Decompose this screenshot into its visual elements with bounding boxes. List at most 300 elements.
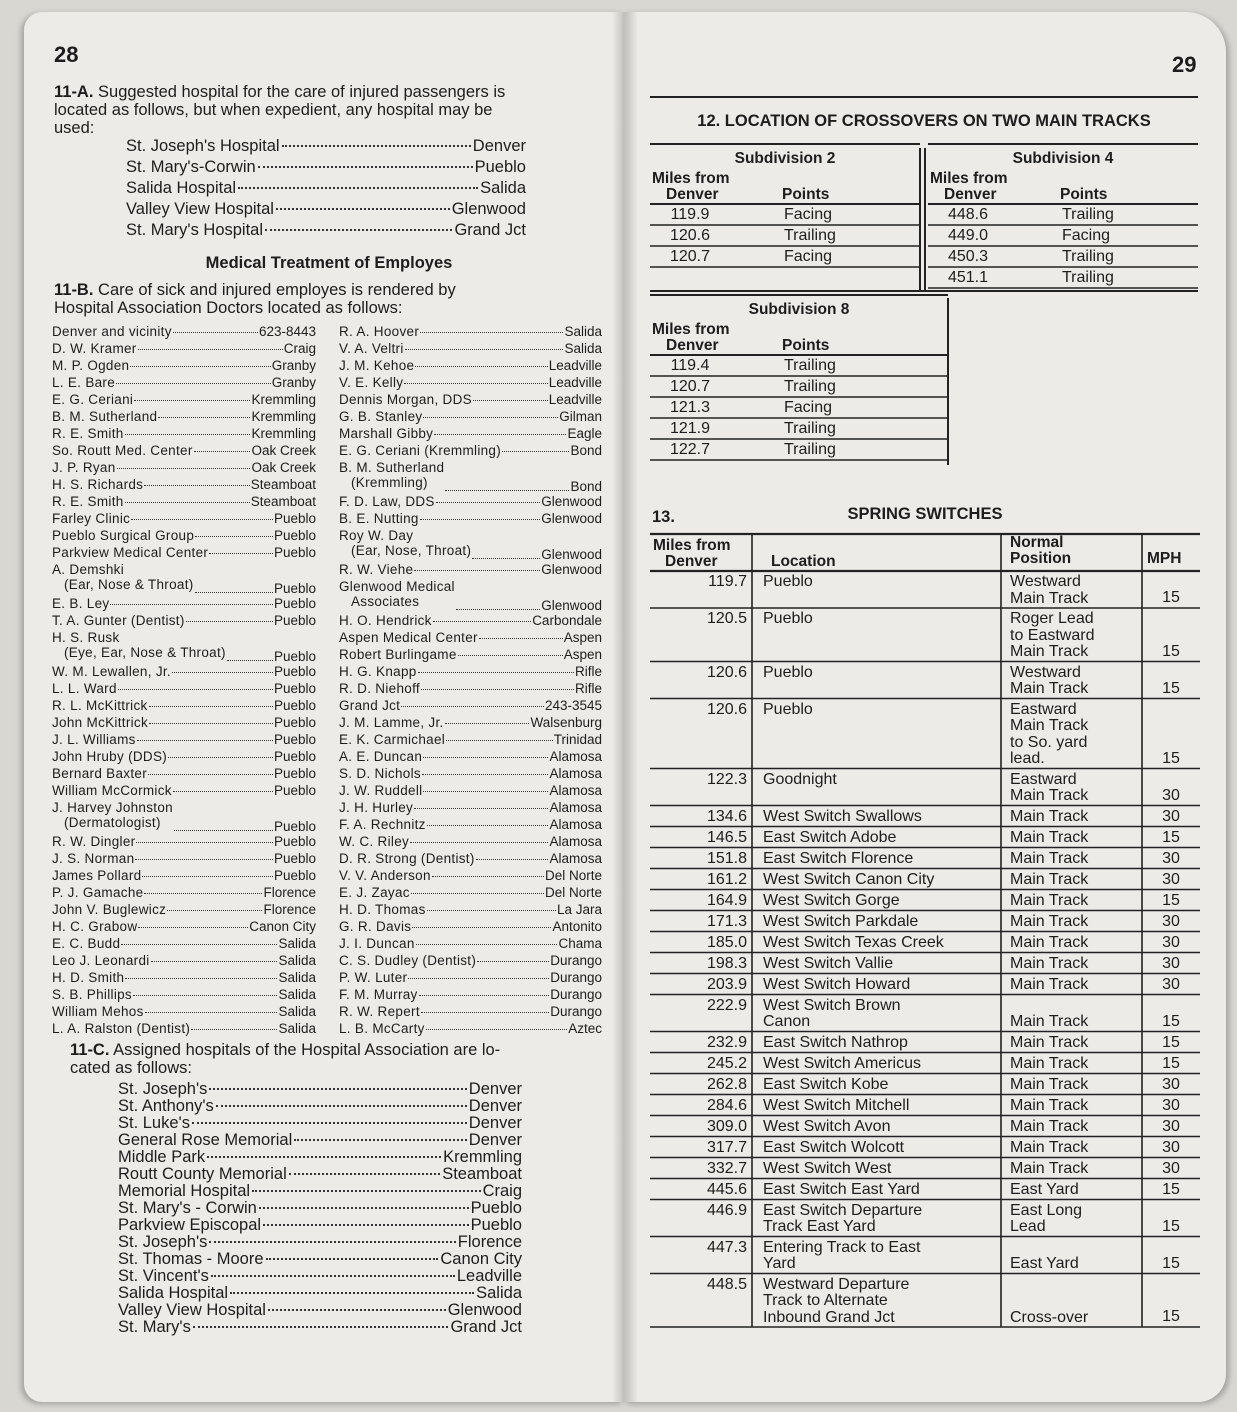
hospital-name: Salida Hospital — [118, 1284, 229, 1302]
doctor-name-text: James Pollard — [52, 868, 142, 883]
crossover-miles: 122.7 — [669, 441, 711, 458]
switch-mph: 30 — [1162, 1117, 1180, 1135]
doctor-specialty: (Ear, Nose & Throat) — [64, 577, 194, 592]
section-11a-line2: located as follows, but when expedient, any hospital may be — [54, 101, 493, 119]
doctor-name-text: Leo J. Leonardi — [52, 953, 150, 968]
doctor-city: Pueblo — [273, 528, 316, 543]
hospital-name: St. Luke's — [118, 1114, 190, 1132]
hospital-name: St. Mary's - Corwin — [118, 1199, 257, 1217]
doctor-city: Rifle — [574, 664, 602, 679]
switch-miles: 198.3 — [706, 954, 747, 972]
switch-normal-position: Main Track — [1010, 1159, 1089, 1177]
switch-normal-position: Westward — [1010, 573, 1081, 590]
doctor-city: Pueblo — [273, 511, 316, 526]
doctor-name-text: D. R. Strong (Dentist) — [339, 851, 475, 866]
switch-normal-position: Main Track — [1010, 870, 1089, 888]
switch-location: West Switch Vallie — [763, 954, 894, 972]
doctor-city: Trinidad — [553, 732, 602, 747]
doctor-city: Alamosa — [549, 834, 602, 849]
doctor-name-text: S. B. Phillips — [52, 987, 132, 1002]
switch-mph: 30 — [1162, 1075, 1180, 1093]
switch-normal-position: lead. — [1010, 750, 1045, 767]
switch-location: Pueblo — [763, 610, 813, 627]
hospital-city: Denver — [472, 137, 526, 155]
doctor-name-text: E. J. Zayac — [339, 885, 410, 900]
switch-miles: 119.7 — [708, 573, 747, 590]
switch-location: West Switch Swallows — [763, 807, 922, 825]
switch-normal-position: Main Track — [1010, 787, 1089, 804]
doctor-name-text: Marshall Gibby — [339, 426, 434, 441]
switch-miles: 317.7 — [706, 1138, 747, 1156]
hospital-name: St. Mary's Hospital — [126, 221, 264, 239]
switch-mph: 30 — [1162, 1159, 1180, 1177]
doctor-name-text: E. G. Ceriani — [52, 392, 134, 407]
doctor-city: 243-3545 — [544, 698, 602, 713]
col-header-points: Points — [782, 337, 830, 354]
doctor-city: Durango — [550, 953, 602, 968]
hospital-name: St. Mary's-Corwin — [126, 158, 256, 176]
switch-miles: 120.5 — [706, 610, 747, 627]
switch-mph: 15 — [1162, 589, 1180, 606]
doctor-name-text: L. L. Ward — [52, 681, 117, 696]
col-header-miles: Denver — [944, 186, 997, 203]
col-header-points: Points — [1060, 186, 1108, 203]
switch-miles: 232.9 — [706, 1033, 747, 1051]
switch-mph: 15 — [1162, 828, 1180, 846]
doctor-city: Leadville — [548, 358, 602, 373]
switch-mph: 15 — [1162, 679, 1180, 697]
doctor-name-text: J. W. Ruddell — [339, 783, 423, 798]
doctor-name-text: J. M. Kehoe — [339, 358, 415, 373]
section-11b-label: 11-B. — [54, 281, 94, 299]
doctor-city: Pueblo — [273, 783, 316, 798]
hospital-name: St. Vincent's — [118, 1267, 209, 1285]
switch-miles: 309.0 — [706, 1117, 747, 1135]
doctor-name-text: F. M. Murray — [339, 987, 418, 1002]
switch-normal-position: Cross-over — [1010, 1308, 1089, 1326]
doctor-name-text: V. E. Kelly — [339, 375, 404, 390]
doctor-name-text: Dennis Morgan, DDS — [339, 392, 472, 407]
switch-miles: 171.3 — [706, 912, 747, 930]
doctor-city: Pueblo — [273, 766, 316, 781]
doctor-name-text: R. W. Dingler — [52, 834, 136, 849]
doctor-name-text: E. G. Ceriani (Kremmling) — [339, 443, 502, 458]
doctor-city: Leadville — [548, 375, 602, 390]
switch-location: Track East Yard — [763, 1218, 876, 1235]
crossover-points: Trailing — [784, 378, 836, 395]
hospital-city: Denver — [468, 1080, 522, 1098]
doctor-name-text: Grand Jct — [339, 698, 401, 713]
doctor-city: Pueblo — [273, 545, 316, 560]
doctor-name-text: V. V. Anderson — [339, 868, 431, 883]
hospital-name: Salida Hospital — [126, 179, 237, 197]
switch-normal-position: Main Track — [1010, 1013, 1089, 1030]
doctor-city: Kremmling — [251, 392, 316, 407]
switch-location: East Switch Wolcott — [763, 1138, 905, 1156]
switch-location: East Switch Kobe — [763, 1075, 889, 1093]
col-header-miles: Denver — [666, 337, 719, 354]
doctor-city: Glenwood — [541, 511, 602, 526]
switch-normal-position: Eastward — [1010, 700, 1077, 718]
switch-miles: 445.6 — [706, 1180, 747, 1198]
doctor-name-text: E. B. Ley — [52, 596, 110, 611]
switch-mph: 15 — [1162, 749, 1180, 767]
switch-normal-position: Main Track — [1010, 1054, 1089, 1072]
doctor-name-text: G. B. Stanley — [339, 409, 423, 424]
switch-normal-position: Main Track — [1010, 643, 1089, 660]
switch-miles: 245.2 — [706, 1054, 747, 1072]
crossover-points: Facing — [784, 206, 833, 223]
hospital-city: Canon City — [440, 1250, 522, 1268]
hospital-city: Pueblo — [470, 1216, 522, 1234]
switch-location: Pueblo — [763, 663, 813, 681]
doctor-name-text: Pueblo Surgical Group — [52, 528, 195, 543]
hospital-name: Valley View Hospital — [118, 1301, 266, 1319]
switch-mph: 30 — [1162, 933, 1180, 951]
switch-normal-position: Main Track — [1010, 1096, 1089, 1114]
switch-location: West Switch Canon City — [763, 870, 935, 888]
doctor-city: Durango — [550, 1004, 602, 1019]
switch-location: Inbound Grand Jct — [763, 1308, 895, 1326]
doctor-city: Leadville — [548, 392, 602, 407]
doctor-name-text: G. R. Davis — [339, 919, 412, 934]
doctor-city: Pueblo — [273, 649, 316, 664]
switch-location: West Switch Mitchell — [763, 1096, 910, 1114]
doctor-name-text: R. L. McKittrick — [52, 698, 148, 713]
col-header-miles: Miles from — [930, 170, 1008, 187]
doctor-name-text: L. A. Ralston (Dentist) — [52, 1021, 191, 1036]
doctor-name-text: R. W. Repert — [339, 1004, 420, 1019]
doctor-city: Pueblo — [273, 613, 316, 628]
switch-location: East Switch Florence — [763, 849, 914, 867]
switch-location: West Switch Avon — [763, 1117, 891, 1135]
hospital-name: St. Joseph's — [118, 1080, 208, 1098]
crossover-points: Trailing — [784, 227, 836, 244]
doctor-city: Pueblo — [273, 732, 316, 747]
hospital-name: St. Joseph's Hospital — [126, 137, 280, 155]
doctor-name-text: J. P. Ryan — [52, 460, 116, 475]
switch-miles: 332.7 — [706, 1159, 747, 1177]
doctor-name-text: Aspen Medical Center — [339, 630, 478, 645]
doctor-city: Kremmling — [251, 426, 316, 441]
doctor-name-text: A. E. Duncan — [339, 749, 423, 764]
switch-location: Goodnight — [763, 770, 837, 788]
doctor-city: Alamosa — [549, 783, 602, 798]
crossover-miles: 120.7 — [669, 378, 711, 395]
doctor-name-text: Farley Clinic — [52, 511, 131, 526]
switch-normal-position: Main Track — [1010, 1117, 1089, 1135]
doctor-city: Eagle — [567, 426, 602, 441]
hospital-name: St. Joseph's — [118, 1233, 208, 1251]
doctor-city: Florence — [263, 902, 316, 917]
switch-miles: 120.6 — [706, 663, 747, 681]
doctor-name-text: Roy W. Day — [339, 528, 414, 543]
doctor-name-text: J. L. Williams — [52, 732, 136, 747]
hospital-name: Valley View Hospital — [126, 200, 274, 218]
hospital-name: Parkview Episcopal — [118, 1216, 262, 1234]
switch-normal-position: Main Track — [1010, 912, 1089, 930]
doctor-name-text: B. M. Sutherland — [52, 409, 158, 424]
doctor-city: Pueblo — [273, 868, 316, 883]
doctor-city: Steamboat — [250, 477, 316, 492]
switch-location: Entering Track to East — [763, 1238, 921, 1256]
switch-mph: 15 — [1162, 1217, 1180, 1235]
hospital-name: St. Anthony's — [118, 1097, 214, 1115]
hospital-city: Pueblo — [470, 1199, 522, 1217]
doctor-city: Aspen — [563, 647, 602, 662]
doctor-city: Alamosa — [549, 749, 602, 764]
section-11b-line2: Hospital Association Doctors located as follows: — [54, 299, 403, 317]
switch-location: Yard — [763, 1255, 796, 1272]
crossover-miles: 449.0 — [947, 227, 989, 244]
doctor-city: Salida — [278, 936, 316, 951]
doctor-name-text: C. S. Dudley (Dentist) — [339, 953, 477, 968]
doctor-name-text: W. C. Riley — [339, 834, 410, 849]
switch-location: East Switch Departure — [763, 1201, 923, 1219]
col-header-miles: Miles from — [652, 170, 730, 187]
switch-mph: 15 — [1162, 642, 1180, 660]
switch-mph: 30 — [1162, 954, 1180, 972]
crossover-miles: 121.3 — [669, 399, 711, 416]
page-number-left: 28 — [54, 42, 79, 67]
crossover-miles: 119.4 — [670, 357, 710, 374]
doctor-city: Rifle — [574, 681, 602, 696]
col-header-location: Location — [771, 553, 836, 570]
switch-normal-position: Main Track — [1010, 807, 1089, 825]
switch-mph: 30 — [1162, 807, 1180, 825]
switch-mph: 15 — [1162, 1054, 1180, 1072]
doctor-name-text: Denver and vicinity — [52, 324, 172, 339]
hospital-city: Denver — [468, 1097, 522, 1115]
doctor-city: Canon City — [249, 919, 316, 934]
switch-location: Canon — [763, 1013, 811, 1030]
doctor-city: Pueblo — [273, 681, 316, 696]
doctor-name-text: L. B. McCarty — [339, 1021, 425, 1036]
doctor-name-text: J. M. Lamme, Jr. — [339, 715, 444, 730]
doctor-name-text: H. S. Richards — [52, 477, 144, 492]
doctor-name-text: E. K. Carmichael — [339, 732, 446, 747]
doctor-name-text: A. Demshki — [52, 562, 125, 577]
doctor-name-text: W. M. Lewallen, Jr. — [52, 664, 171, 679]
hospital-name: General Rose Memorial — [118, 1131, 293, 1149]
section-11c-label: 11-C. — [70, 1041, 110, 1059]
col-header-position: Position — [1010, 550, 1072, 567]
doctor-city: Craig — [283, 341, 316, 356]
switch-miles: 120.6 — [706, 700, 747, 718]
switch-miles: 164.9 — [706, 891, 747, 909]
switch-miles: 151.8 — [706, 849, 747, 867]
hospital-name: Routt County Memorial — [118, 1165, 287, 1183]
doctor-name-text: R. E. Smith — [52, 494, 124, 509]
doctor-city: Granby — [271, 375, 316, 390]
doctor-city: Salida — [278, 1004, 316, 1019]
hospital-name: Memorial Hospital — [118, 1182, 251, 1200]
doctor-name-text: John Hruby (DDS) — [52, 749, 168, 764]
switch-location: Pueblo — [763, 573, 813, 590]
switch-normal-position: Main Track — [1010, 1138, 1089, 1156]
doctor-city: Steamboat — [250, 494, 316, 509]
switch-normal-position: Main Track — [1010, 1075, 1089, 1093]
switch-location: East Switch Nathrop — [763, 1033, 908, 1051]
hospital-city: Craig — [482, 1182, 522, 1200]
hospital-city: Denver — [468, 1114, 522, 1132]
switch-miles: 446.9 — [706, 1201, 747, 1219]
switch-miles: 203.9 — [706, 975, 747, 993]
doctor-name-text: S. D. Nichols — [339, 766, 421, 781]
switch-normal-position: Main Track — [1010, 933, 1089, 951]
doctor-city: Salida — [278, 987, 316, 1002]
switch-normal-position: Main Track — [1010, 954, 1089, 972]
switch-location: West Switch Gorge — [763, 891, 900, 909]
doctor-city: Antonito — [552, 919, 602, 934]
doctor-city: Aspen — [563, 630, 602, 645]
doctor-city: Bond — [570, 443, 602, 458]
col-header-mph: MPH — [1147, 550, 1182, 567]
crossover-points: Trailing — [1062, 269, 1114, 286]
subdivision-title: Subdivision 2 — [734, 150, 836, 167]
hospital-city: Pueblo — [474, 158, 526, 176]
hospital-name: Middle Park — [118, 1148, 206, 1166]
col-header-miles: Miles from — [653, 537, 731, 554]
switch-miles: 122.3 — [706, 770, 747, 788]
crossover-miles: 450.3 — [947, 248, 989, 265]
doctor-city: La Jara — [556, 902, 602, 917]
doctor-name-text: William Mehos — [52, 1004, 144, 1019]
doctor-city: Pueblo — [273, 698, 316, 713]
switch-location: West Switch Americus — [763, 1054, 921, 1072]
doctor-city: Aztec — [568, 1021, 602, 1036]
switch-mph: 15 — [1162, 1254, 1180, 1272]
doctor-name-text: R. D. Niehoff — [339, 681, 420, 696]
col-header-miles: Miles from — [652, 321, 730, 338]
doctor-specialty: (Dermatologist) — [64, 815, 161, 830]
switch-normal-position: East Yard — [1010, 1180, 1079, 1198]
switch-location: West Switch Parkdale — [763, 912, 919, 930]
switch-normal-position: Main Track — [1010, 891, 1089, 909]
doctor-city: Del Norte — [544, 885, 602, 900]
doctor-city: Chama — [558, 936, 602, 951]
switch-mph: 15 — [1162, 1180, 1180, 1198]
crossover-miles: 119.9 — [670, 206, 710, 223]
switch-mph: 30 — [1162, 870, 1180, 888]
crossover-points: Trailing — [1062, 206, 1114, 223]
doctor-city: Florence — [263, 885, 316, 900]
doctor-name-text: Glenwood Medical — [339, 579, 455, 594]
switch-miles: 448.5 — [706, 1275, 747, 1293]
subdivision-title: Subdivision 4 — [1012, 150, 1114, 167]
doctor-name-text: H. D. Smith — [52, 970, 125, 985]
doctor-city: Alamosa — [549, 851, 602, 866]
doctor-name-text: V. A. Veltri — [339, 341, 404, 356]
crossover-points: Facing — [1062, 227, 1111, 244]
subdivision-title: Subdivision 8 — [748, 301, 850, 318]
switch-miles: 262.8 — [706, 1075, 747, 1093]
doctor-name-text: R. A. Hoover — [339, 324, 420, 339]
switch-normal-position: Main Track — [1010, 680, 1089, 697]
medical-treatment-heading: Medical Treatment of Employes — [205, 254, 453, 272]
doctor-name-text: H. D. Thomas — [339, 902, 426, 917]
switch-normal-position: East Yard — [1010, 1255, 1079, 1272]
doctor-name-text: H. C. Grabow — [52, 919, 138, 934]
page-number-right: 29 — [1172, 52, 1197, 77]
doctor-name-text: John V. Buglewicz — [52, 902, 167, 917]
doctor-city: Pueblo — [273, 834, 316, 849]
crossover-points: Trailing — [784, 357, 836, 374]
doctor-name-text: P. W. Luter — [339, 970, 408, 985]
doctor-name-text: Bernard Baxter — [52, 766, 147, 781]
section-11c-line2: cated as follows: — [70, 1059, 192, 1077]
switch-mph: 15 — [1162, 1308, 1180, 1325]
crossover-points: Facing — [784, 248, 833, 265]
section-13-number: 13. — [652, 508, 675, 526]
doctor-city: Glenwood — [541, 547, 602, 562]
doctor-city: Pueblo — [273, 819, 316, 834]
doctor-name-text: B. M. Sutherland — [339, 460, 445, 475]
doctor-name-text: T. A. Gunter (Dentist) — [52, 613, 185, 628]
doctor-city: Glenwood — [541, 562, 602, 577]
switch-mph: 30 — [1162, 849, 1180, 867]
col-header-miles: Denver — [666, 186, 719, 203]
switch-normal-position: Main Track — [1010, 717, 1089, 734]
section-13-title: SPRING SWITCHES — [847, 505, 1003, 523]
switch-miles: 284.6 — [706, 1096, 747, 1114]
doctor-city: Oak Creek — [251, 460, 316, 475]
hospital-name: St. Mary's — [118, 1318, 191, 1336]
doctor-specialty: (Kremmling) — [351, 475, 428, 490]
doctor-city: Walsenburg — [530, 715, 602, 730]
col-header-miles: Denver — [665, 553, 718, 570]
doctor-city: Alamosa — [549, 817, 602, 832]
doctor-city: 623-8443 — [258, 324, 316, 339]
switch-mph: 30 — [1162, 1138, 1180, 1156]
doctor-city: Alamosa — [549, 766, 602, 781]
doctor-name-text: So. Routt Med. Center — [52, 443, 193, 458]
switch-location: West Switch Brown — [763, 996, 901, 1014]
switch-mph: 30 — [1162, 786, 1180, 804]
hospital-name: St. Thomas - Moore — [118, 1250, 264, 1268]
doctor-city: Durango — [550, 987, 602, 1002]
doctor-name-text: J. S. Norman — [52, 851, 135, 866]
section-11a-line3: used: — [54, 119, 95, 137]
doctor-name-text: P. J. Gamache — [52, 885, 144, 900]
doctor-city: Oak Creek — [251, 443, 316, 458]
switch-normal-position: Westward — [1010, 663, 1081, 681]
doctor-name-text: R. E. Smith — [52, 426, 124, 441]
hospital-city: Salida — [480, 179, 526, 197]
doctor-name-text: H. G. Knapp — [339, 664, 417, 679]
doctor-city: Pueblo — [273, 596, 316, 611]
switch-location: West Switch West — [763, 1159, 892, 1177]
doctor-name-text: B. E. Nutting — [339, 511, 419, 526]
switch-normal-position: Roger Lead — [1010, 610, 1094, 627]
doctor-city: Salida — [564, 324, 602, 339]
crossover-miles: 451.1 — [947, 269, 989, 286]
hospital-city: Florence — [457, 1233, 522, 1251]
crossover-miles: 120.7 — [669, 248, 711, 265]
doctor-name-text: H. O. Hendrick — [339, 613, 432, 628]
hospital-city: Denver — [468, 1131, 522, 1149]
switch-normal-position: Eastward — [1010, 770, 1077, 788]
doctor-city: Salida — [278, 953, 316, 968]
doctor-name-text: R. W. Viehe — [339, 562, 414, 577]
doctor-city: Salida — [564, 341, 602, 356]
doctor-city: Alamosa — [549, 800, 602, 815]
doctor-name-text: D. W. Kramer — [52, 341, 137, 356]
doctor-city: Carbondale — [532, 613, 602, 628]
doctor-name-text: J. I. Duncan — [339, 936, 415, 951]
doctor-name-text: Parkview Medical Center — [52, 545, 209, 560]
switch-normal-position: Main Track — [1010, 849, 1089, 867]
